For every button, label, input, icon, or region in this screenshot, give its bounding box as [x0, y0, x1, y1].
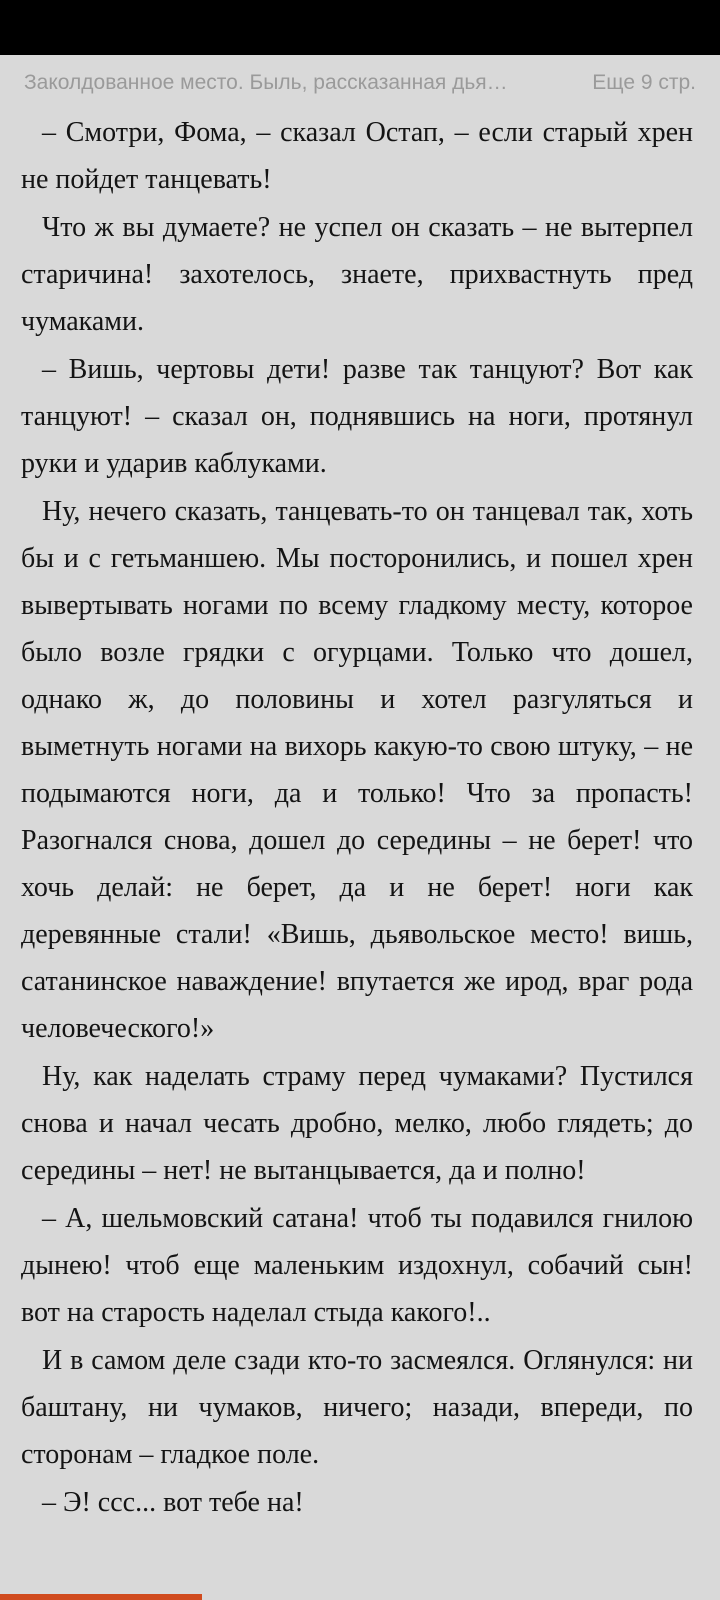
- pages-left-counter: Еще 9 стр.: [592, 70, 696, 94]
- paragraph: – Вишь, чертовы дети! разве так танцуют? Вот как танцуют! – сказал он, поднявшись на ноги, протянул руки и ударив каблуками.: [21, 354, 693, 479]
- book-title[interactable]: Заколдованное место. Быль, рассказанная дья…: [24, 70, 508, 94]
- reading-area[interactable]: [21, 109, 693, 1527]
- reader-header: [0, 55, 720, 110]
- paragraph: – А, шельмовский сатана! чтоб ты подавился гнилою дынею! чтоб еще маленьким издохнул, собачий сын! вот на старость наделал стыда какого!..: [21, 1203, 693, 1328]
- reading-progress-fill: [0, 1594, 202, 1600]
- paragraph: И в самом деле сзади кто-то засмеялся. Оглянулся: ни баштану, ни чумаков, ничего; назади, впереди, по сторонам – гладкое поле.: [21, 1345, 693, 1470]
- paragraph: Ну, нечего сказать, танцевать-то он танцевал так, хоть бы и с гетьманшею. Мы посторонились, и пошел хрен вывертывать ногами по всему гладкому месту, которое было возле грядки с огурцами. Только что дошел, однако ж, до половины и хотел разгуляться и выметнуть ногами на вихорь какую-то свою штуку, – не подымаются ноги, да и только! Что за пропасть! Разогнался снова, дошел до середины – не берет! что хочь делай: не берет, да и не берет! ноги как деревянные стали! «Вишь, дьявольское место! вишь, сатанинское наваждение! впутается же ирод, враг рода человеческого!»: [21, 496, 693, 1044]
- paragraph: – Э! ссс... вот тебе на!: [42, 1487, 304, 1518]
- reading-progress-bar: [0, 1594, 720, 1600]
- paragraph: Что ж вы думаете? не успел он сказать – не вытерпел старичина! захотелось, знаете, прихвастнуть пред чумаками.: [21, 212, 693, 337]
- status-bar: [0, 0, 720, 55]
- paragraph: Ну, как наделать страму перед чумаками? Пустился снова и начал чесать дробно, мелко, любо глядеть; до середины – нет! не вытанцывается, да и полно!: [21, 1061, 693, 1186]
- paragraph: – Смотри, Фома, – сказал Остап, – если старый хрен не пойдет танцевать!: [21, 117, 693, 195]
